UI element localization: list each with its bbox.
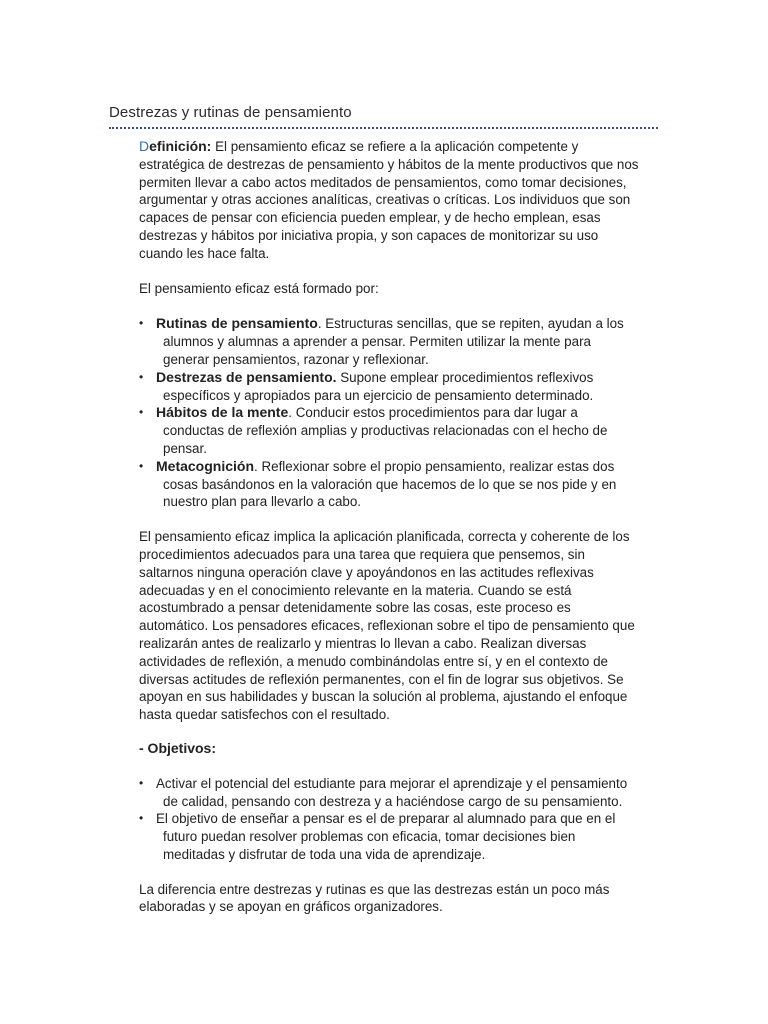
document-title: Destrezas y rutinas de pensamiento xyxy=(109,104,352,121)
definition-heading xyxy=(139,138,211,154)
list-item xyxy=(139,369,639,405)
bullet-icon: • xyxy=(139,369,144,384)
component-term: Rutinas de pensamiento xyxy=(156,315,318,332)
component-text: . Reflexionar sobre el propio pensamiento, realizar estas dos cosas basándonos en la valoración que hacemos de lo que se nos pide y en nuestro plan para llevarlo a cabo. xyxy=(163,458,617,510)
objectives-list xyxy=(139,775,639,864)
definition-paragraph xyxy=(139,138,639,263)
document-body xyxy=(139,138,639,916)
component-text: Supone emplear procedimientos reflexivos específicos y apropiados para un ejercicio de pensamiento determinado. xyxy=(163,369,594,403)
objectives-heading: - Objetivos: xyxy=(139,739,217,756)
definition-text: El pensamiento eficaz se refiere a la aplicación competente y estratégica de destrezas de pensamiento y hábitos de la mente productivos que nos permiten llevar a cabo actos meditados de pensamientos, como tomar decisiones, argumentar y otras acciones analíticas, creativas o críticas. Los individuos que son capaces de pensar con eficiencia pueden emplear, y de hecho emplean, esas destrezas y hábitos por iniciativa propia, y son capaces de monitorizar su uso cuando les hace falta. xyxy=(139,139,639,261)
component-term: Hábitos de la mente xyxy=(156,404,289,421)
component-term: Destrezas de pensamiento. xyxy=(156,368,337,385)
list-item xyxy=(139,404,639,457)
objective-text: Activar el potencial del estudiante para mejorar el aprendizaje y el pensamiento de calidad, pensando con destreza y a haciéndose cargo de su pensamiento. xyxy=(156,775,628,809)
bullet-icon: • xyxy=(139,316,144,331)
bullet-icon: • xyxy=(139,405,144,420)
body-paragraph: El pensamiento eficaz implica la aplicación planificada, correcta y coherente de los procedimientos adecuados para una tarea que requiera que pensemos, sin saltarnos ninguna operación clave y apoyándonos en las actitudes reflexivas adecuadas y en el conocimiento relevante en la materia. Cuando se está acostumbrado a pensar detenidamente sobre las cosas, este proceso es automático. Los pensadores eficaces, reflexionan sobre el tipo de pensamiento que realizarán antes de realizarlo y mientras lo llevan a cabo. Realizan diversas actividades de reflexión, a menudo combinándolas entre sí, y en el contexto de diversas actitudes de reflexión permanentes, con el fin de lograr sus objetivos. Se apoyan en sus habilidades y buscan la solución al problema, ajustando el enfoque hasta quedar satisfechos con el resultado. xyxy=(139,529,635,723)
component-term: Metacognición xyxy=(156,457,255,474)
components-list xyxy=(139,315,639,511)
bullet-icon: • xyxy=(139,775,144,790)
list-item xyxy=(139,810,639,863)
bullet-icon: • xyxy=(139,811,144,826)
list-item xyxy=(139,775,639,811)
bullet-icon: • xyxy=(139,458,144,473)
objective-text: El objetivo de enseñar a pensar es el de preparar al alumnado para que en el futuro puedan resolver problemas con eficacia, tomar decisiones bien meditadas y disfrutar de toda una vida de aprendizaje. xyxy=(156,811,616,862)
title-underline xyxy=(109,127,658,129)
definition-initial: D xyxy=(139,138,150,154)
list-item xyxy=(139,458,639,511)
definition-heading-rest: efinición: xyxy=(149,138,212,154)
closing-paragraph: La diferencia entre destrezas y rutinas es que las destrezas están un poco más elaboradas y se apoyan en gráficos organizadores. xyxy=(139,881,610,915)
components-intro: El pensamiento eficaz está formado por: xyxy=(139,280,379,296)
component-text: . Conducir estos procedimientos para dar lugar a conductas de reflexión amplias y productivas relacionadas con el hecho de pensar. xyxy=(163,405,608,456)
component-text: . Estructuras sencillas, que se repiten, ayudan a los alumnos y alumnas a aprender a pensar. Permiten utilizar la mente para generar pensamientos, razonar y reflexionar. xyxy=(163,316,624,367)
list-item xyxy=(139,315,639,368)
